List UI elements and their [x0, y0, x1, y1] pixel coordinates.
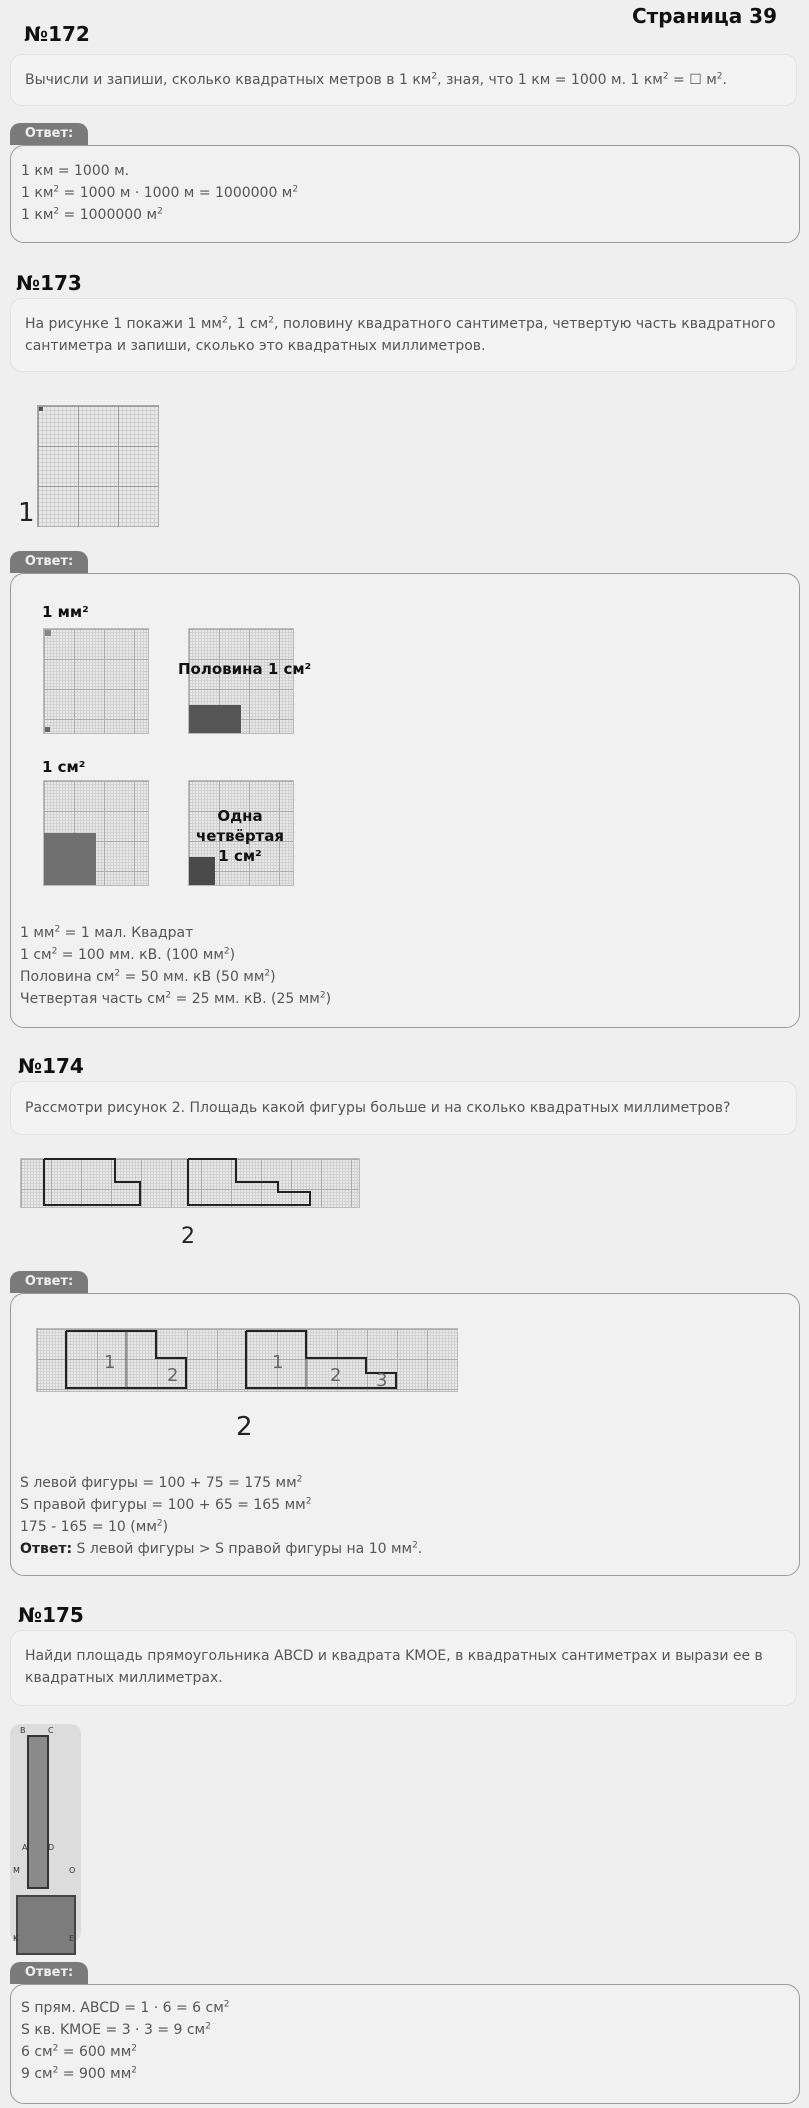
answer-box-172 — [10, 145, 800, 243]
question-175 — [10, 1630, 797, 1706]
answer-line-text: = 25 мм. кВ. (25 мм — [171, 991, 320, 1007]
answer-tab-174: Ответ: — [10, 1271, 88, 1293]
answer-174-figure-label: 2 — [236, 1412, 253, 1442]
vertex-D: D — [48, 1843, 55, 1852]
answer-line-sup: 2 — [52, 2065, 59, 2076]
figure-2-shapes — [20, 1158, 358, 1206]
label-right-1: 1 — [272, 1352, 284, 1373]
answer-line-text: = 1 мал. Квадрат — [60, 925, 194, 941]
task-number-174: №174 — [18, 1054, 84, 1078]
page-number: Страница 39 — [631, 4, 777, 28]
answer-tab-173: Ответ: — [10, 551, 88, 573]
answer-line-sup: 2 — [292, 184, 299, 195]
answer-line — [20, 1472, 780, 1494]
answer-173-lines-wrap — [20, 922, 720, 1010]
answer-174-lines-wrap — [20, 1472, 780, 1560]
task-number-172: №172 — [24, 22, 90, 46]
answer-line-text: S правой фигуры = 100 + 65 = 165 мм — [20, 1497, 306, 1513]
rich-sup: 2 — [268, 315, 274, 326]
answer-175-lines — [21, 1997, 789, 2085]
answer-line — [20, 944, 720, 966]
rich-text: Вычисли и запиши, сколько квадратных метров в 1 км — [25, 72, 432, 88]
vertex-O: O — [69, 1866, 76, 1875]
rich-text: . — [722, 72, 727, 88]
answer-line-text: = 900 мм — [58, 2066, 132, 2082]
label-right-3: 3 — [376, 1370, 388, 1391]
answer-174-shapes — [36, 1328, 456, 1390]
grid-half-cm2 — [188, 628, 294, 734]
caption-half-cm2: Половина 1 см² — [178, 660, 312, 678]
vertex-B: B — [20, 1726, 26, 1735]
answer-line-sup: 2 — [296, 1474, 303, 1485]
conclusion-bold: Ответ: — [20, 1541, 73, 1557]
answer-line-text: = 600 мм — [58, 2044, 132, 2060]
rich-sup: 2 — [662, 71, 669, 82]
answer-line-sup: 2 — [52, 2043, 59, 2054]
rich-sup: 2 — [431, 71, 438, 82]
task-number-175: №175 — [18, 1603, 84, 1627]
answer-line-text: S левой фигуры = 100 + 75 = 175 мм — [20, 1475, 297, 1491]
answer-173-lines — [20, 922, 720, 1010]
answer-line — [21, 2019, 789, 2041]
answer-line-sup: 2 — [157, 206, 163, 217]
answer-line-text: = 1000 м · 1000 м = 1000000 м — [59, 185, 293, 201]
answer-line — [20, 1494, 780, 1516]
answer-line-text: 1 км = 1000 м. — [21, 163, 130, 179]
figure-2-label: 2 — [181, 1224, 195, 1249]
answer-line — [21, 2063, 789, 2085]
vertex-A: A — [22, 1843, 28, 1852]
grid-1mm2 — [43, 628, 149, 734]
answer-line-sup: 2 — [156, 1518, 163, 1529]
answer-line-text: 175 - 165 = 10 (мм — [20, 1519, 157, 1535]
answer-line-sup: 2 — [264, 968, 271, 979]
answer-line-sup: 2 — [223, 946, 230, 957]
answer-line-sup: 2 — [223, 1999, 230, 2010]
answer-line — [20, 988, 720, 1010]
vertex-K: K — [13, 1934, 19, 1943]
answer-line-text: 9 см — [21, 2066, 53, 2082]
answer-line-sup: 2 — [131, 2065, 138, 2076]
conclusion-end: . — [417, 1541, 423, 1557]
answer-line-sup: 2 — [205, 2021, 211, 2032]
answer-line-text: ) — [325, 991, 332, 1007]
label-left-2: 2 — [167, 1365, 179, 1386]
answer-line-sup: 2 — [114, 968, 121, 979]
answer-box-175 — [10, 1984, 800, 2104]
answer-line — [21, 2041, 789, 2063]
answer-line — [21, 204, 789, 226]
conclusion-text: S левой фигуры > S правой фигуры на 10 мм — [72, 1541, 413, 1557]
answer-line-text: = 100 мм. кВ. (100 мм — [57, 947, 224, 963]
answer-172-lines — [21, 160, 789, 226]
answer-line-sup: 2 — [51, 946, 58, 957]
caption-1mm2: 1 мм² — [42, 603, 89, 621]
vertex-E: E — [69, 1934, 75, 1943]
label-right-2: 2 — [330, 1365, 342, 1386]
question-173 — [10, 298, 797, 372]
answer-tab-172: Ответ: — [10, 123, 88, 145]
conclusion-sup: 2 — [412, 1540, 418, 1551]
answer-line-sup: 2 — [54, 924, 61, 935]
grid-1cm2 — [43, 780, 149, 886]
answer-line-text: 1 км — [21, 207, 54, 223]
question-174-text: Рассмотри рисунок 2. Площадь какой фигуры больше и на сколько квадратных миллиметров? — [25, 1100, 731, 1116]
answer-line-text: ) — [270, 969, 276, 985]
answer-line-text: ) — [162, 1519, 169, 1535]
rich-text: , 1 см — [227, 316, 269, 332]
answer-line-sup: 2 — [53, 184, 60, 195]
rich-text: На рисунке 1 покажи 1 мм — [25, 316, 222, 332]
answer-line — [21, 160, 789, 182]
answer-174-lines — [20, 1472, 780, 1538]
question-172-text — [25, 72, 727, 88]
answer-line-sup: 2 — [131, 2043, 138, 2054]
question-175-text: Найди площадь прямоугольника ABCD и квадрата KMOE, в квадратных сантиметрах и вырази ее в квадратных миллиметрах. — [25, 1648, 763, 1686]
answer-line-sup: 2 — [165, 990, 172, 1001]
answer-line — [21, 182, 789, 204]
answer-line-text: 6 см — [21, 2044, 53, 2060]
vertex-M: M — [13, 1866, 20, 1875]
rich-sup: 2 — [716, 71, 723, 82]
answer-line-text: 1 см — [20, 947, 52, 963]
answer-line — [21, 1997, 789, 2019]
answer-line-text: ) — [229, 947, 236, 963]
rich-text: = ☐ м — [668, 72, 717, 88]
caption-quarter-cm2 — [175, 806, 305, 866]
answer-line — [20, 1516, 780, 1538]
figure-175 — [10, 1724, 81, 1942]
answer-line — [20, 922, 720, 944]
answer-174-conclusion — [20, 1538, 780, 1560]
figure-1-grid — [37, 405, 159, 527]
question-172 — [10, 54, 797, 106]
caption-1cm2: 1 см² — [42, 758, 86, 776]
answer-line-text: 1 км — [21, 185, 54, 201]
rich-sup: 2 — [221, 315, 228, 326]
answer-line-sup: 2 — [53, 206, 60, 217]
caption-quarter-line1: Одна четвёртая — [195, 807, 284, 845]
answer-line-text: S прям. ABCD = 1 · 6 = 6 см — [21, 2000, 224, 2016]
answer-line-text: Половина см — [20, 969, 115, 985]
answer-tab-175: Ответ: — [10, 1962, 88, 1984]
vertex-C: C — [48, 1726, 54, 1735]
caption-quarter-line2: 1 см² — [218, 847, 262, 865]
answer-line-text: = 1000000 м — [59, 207, 158, 223]
question-174 — [10, 1081, 797, 1135]
answer-line-text: Четвертая часть см — [20, 991, 166, 1007]
answer-line-text: S кв. KMOE = 3 · 3 = 9 см — [21, 2022, 206, 2038]
answer-line-sup: 2 — [319, 990, 326, 1001]
figure-1-label: 1 — [18, 498, 35, 528]
question-173-text — [25, 316, 775, 354]
rich-text: , половину квадратного сантиметра, четвертую часть квадратного сантиметра и запиши, сколько это квадратных миллиметров. — [25, 316, 776, 354]
answer-line-sup: 2 — [305, 1496, 312, 1507]
task-number-173: №173 — [16, 271, 82, 295]
label-left-1: 1 — [104, 1352, 116, 1373]
answer-line-text: = 50 мм. кВ (50 мм — [120, 969, 265, 985]
rich-text: , зная, что 1 км = 1000 м. 1 км — [437, 72, 663, 88]
answer-line-text: 1 мм — [20, 925, 55, 941]
answer-line — [20, 966, 720, 988]
